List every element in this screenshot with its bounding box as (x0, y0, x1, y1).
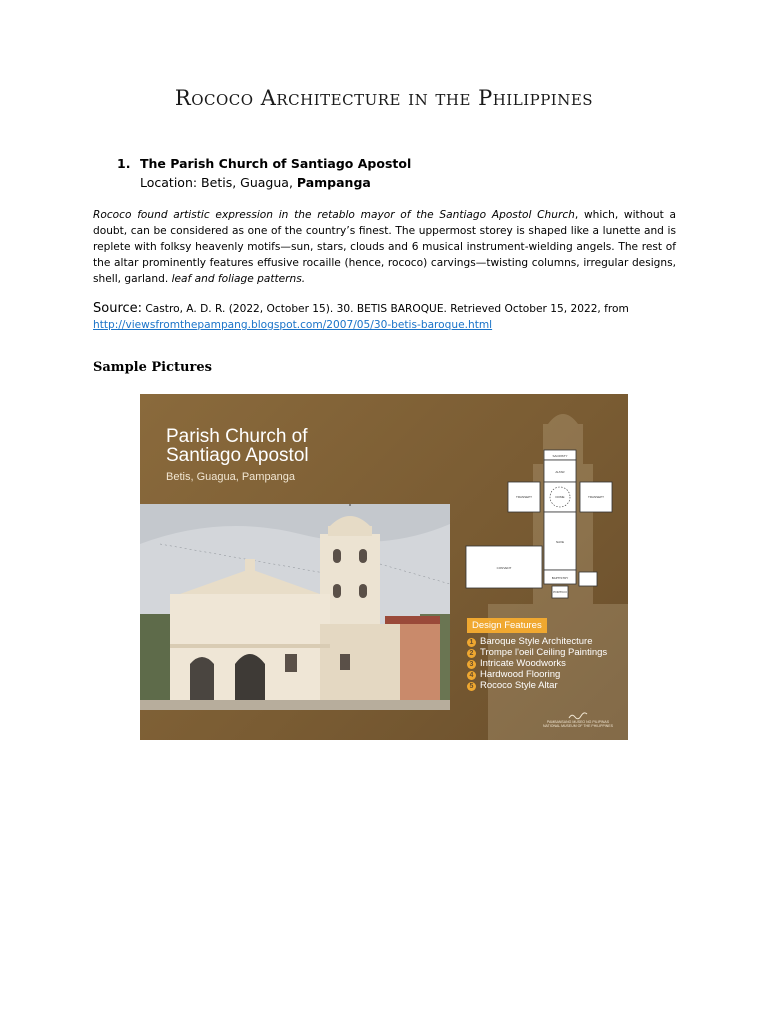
design-features-label: Design Features (467, 618, 547, 633)
feature-item (467, 669, 607, 680)
plan-label-convent: CONVENT (496, 566, 512, 570)
plan-label-altar: ALTAR (555, 470, 565, 474)
feature-number: 5 (467, 682, 476, 691)
feature-item (467, 658, 607, 669)
feature-item (467, 680, 607, 691)
feature-number: 3 (467, 660, 476, 669)
poster-title-line1: Parish Church of (166, 426, 308, 447)
plan-label-transept-left: TRANSEPT (515, 495, 533, 499)
museum-logo (538, 712, 618, 728)
church-location (140, 175, 371, 190)
poster-title-line2: Santiago Apostol (166, 445, 309, 466)
design-features-list (467, 636, 607, 691)
poster-subtitle: Betis, Guagua, Pampanga (166, 471, 296, 483)
plan-label-portico: PORTICO (553, 590, 567, 594)
floor-plan (464, 448, 614, 604)
paragraph-italic-end: leaf and foliage patterns. (171, 273, 306, 285)
plan-label-dome: DOME (555, 495, 565, 499)
museum-emblem-icon (568, 712, 588, 720)
source-label: Source: (93, 301, 143, 316)
list-number: 1. (117, 156, 131, 171)
church-photo (140, 504, 450, 710)
source-text: Castro, A. D. R. (2022, October 15). 30. BETIS BAROQUE. Retrieved October 15, 2022, from (142, 303, 629, 315)
feature-text: Trompe l'oeil Ceiling Paintings (480, 647, 608, 658)
sample-pictures-heading: Sample Pictures (93, 360, 212, 375)
feature-item (467, 636, 607, 647)
plan-label-sacristy: SACRISTY (552, 454, 568, 458)
museum-line1: PAMBANSANG MUSEO NG PILIPINAS (546, 720, 610, 724)
paragraph-italic-intro: Rococo found artistic expression in the retablo mayor of the Santiago Apostol Church (93, 209, 575, 221)
church-illustration (140, 504, 450, 710)
feature-text: Baroque Style Architecture (480, 636, 593, 647)
museum-line2: NATIONAL MUSEUM OF THE PHILIPPINES (543, 724, 613, 728)
plan-label-baptistry: BAPTISTRY (551, 576, 569, 580)
source-citation (93, 301, 683, 333)
feature-number: 2 (467, 649, 476, 658)
description-paragraph (93, 207, 676, 287)
feature-text: Intricate Woodworks (480, 658, 566, 669)
location-label: Location: Betis, Guagua, (140, 175, 297, 190)
feature-item (467, 647, 607, 658)
church-heading: The Parish Church of Santiago Apostol (140, 156, 412, 171)
feature-text: Rococo Style Altar (480, 680, 558, 691)
feature-number: 4 (467, 671, 476, 680)
feature-number: 1 (467, 638, 476, 647)
plan-label-nave: NAVE (556, 540, 564, 544)
location-province: Pampanga (296, 175, 371, 190)
plan-label-transept-right: TRANSEPT (587, 495, 605, 499)
paragraph-body: , which, without a doubt, can be considered as one of the country’s finest. The uppermost storey is shaped like a lunette and is replete with folksy heavenly motifs—sun, stars, clouds and 6 musical instrument-wielding angels. The rest of the altar prominently features effusive rocaille (hence, rococo) carvings—twisting columns, irregular designs, shell, garland. (93, 209, 676, 285)
source-link[interactable]: http://viewsfromthepampang.blogspot.com/2007/05/30-betis-baroque.html (93, 319, 493, 331)
page-title: Rococo Architecture in the Philippines (174, 86, 594, 110)
feature-text: Hardwood Flooring (480, 669, 561, 680)
church-poster (140, 394, 628, 740)
poster-title (166, 427, 309, 465)
